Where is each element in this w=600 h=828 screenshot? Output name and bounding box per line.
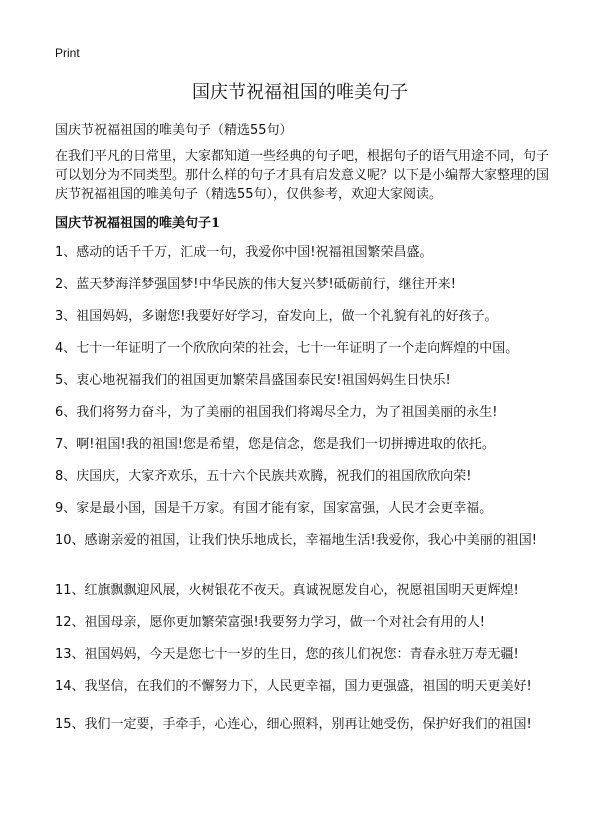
list-item: 14、我坚信，在我们的不懈努力下，人民更幸福，国力更强盛，祖国的明天更美好! (55, 679, 532, 694)
intro-paragraph: 在我们平凡的日常里，大家都知道一些经典的句子吧，根据句子的语气用途不同，句子可以划分为不同类型。那什么样的句子才具有启发意义呢？以下是小编帮大家整理的国庆节祝福祖国的唯美句子（精选55句），仅供参考，欢迎大家阅读。 (55, 149, 550, 202)
list-item: 8、庆国庆，大家齐欢乐，五十六个民族共欢腾，祝我们的祖国欣欣向荣! (55, 469, 472, 484)
list-item: 2、蓝天梦海洋梦强国梦!中华民族的伟大复兴梦!砥砺前行，继往开来! (55, 277, 456, 292)
list-item: 7、啊!祖国!我的祖国!您是希望，您是信念，您是我们一切拼搏进取的依托。 (55, 437, 495, 452)
list-item: 1、感动的话千千万，汇成一句，我爱你中国!祝福祖国繁荣昌盛。 (55, 245, 433, 260)
list-item: 4、七十一年证明了一个欣欣向荣的社会，七十一年证明了一个走向辉煌的中国。 (55, 341, 519, 356)
section-heading: 国庆节祝福祖国的唯美句子1 (55, 216, 221, 231)
list-item: 11、红旗飘飘迎风展，火树银花不夜天。真诚祝愿发自心，祝愿祖国明天更辉煌! (55, 583, 519, 598)
list-item: 6、我们将努力奋斗，为了美丽的祖国我们将竭尽全力，为了祖国美丽的永生! (55, 405, 498, 420)
list-item: 12、祖国母亲，愿你更加繁荣富强!我要努力学习，做一个对社会有用的人! (55, 615, 485, 630)
print-link[interactable]: Print (55, 46, 80, 60)
subtitle: 国庆节祝福祖国的唯美句子（精选55句） (55, 123, 293, 138)
list-item: 15、我们一定要，手牵手，心连心，细心照料，别再让她受伤，保护好我们的祖国! (55, 717, 532, 732)
list-item: 13、祖国妈妈，今天是您七十一岁的生日，您的孩儿们祝您：青春永驻万寿无疆! (55, 647, 519, 662)
list-item: 5、衷心地祝福我们的祖国更加繁荣昌盛国泰民安!祖国妈妈生日快乐! (55, 373, 451, 388)
list-item: 3、祖国妈妈，多谢您!我要好好学习，奋发向上，做一个礼貌有礼的好孩子。 (55, 309, 498, 324)
list-item: 10、感谢亲爱的祖国，让我们快乐地成长，幸福地生活!我爱你，我心中美丽的祖国! (55, 533, 537, 548)
page-title: 国庆节祝福祖国的唯美句子 (192, 82, 408, 103)
list-item: 9、家是最小国，国是千万家。有国才能有家，国家富强，人民才会更幸福。 (55, 501, 493, 516)
